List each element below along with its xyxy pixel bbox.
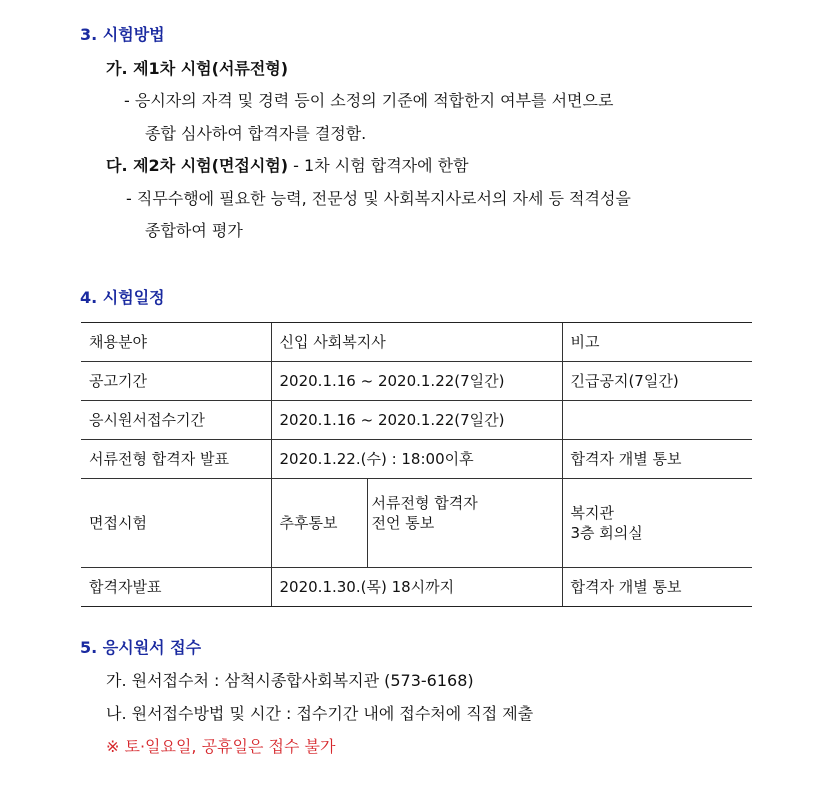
final-label: 합격자발표 [81,568,271,607]
interview-target [367,479,562,568]
interview-target-line2: 전언 통보 [371,514,435,532]
section5-notice: ※ 토·일요일, 공휴일은 접수 불가 [106,737,336,756]
interview-target-line1: 서류전형 합격자 [371,494,478,512]
header-field: 채용분야 [81,323,271,362]
section3-a-title: 가. 제1차 시험(서류전형) [106,59,289,78]
section3-b-title: 다. 제2차 시험(면접시험) [106,156,289,175]
section3-a-line1: - 응시자의 자격 및 경력 등이 소정의 기준에 적합한지 여부를 서면으로 [124,91,614,110]
interview-place-line1: 복지관 [570,504,614,522]
table-row-final [81,568,752,607]
row-period: 2020.1.22.(수) : 18:00이후 [271,440,562,479]
row-note: 긴급공지(7일간) [562,362,752,401]
section5-title: 5. 응시원서 접수 [80,638,202,657]
section3-a-line2: 종합 심사하여 합격자를 결정함. [145,124,367,143]
table-row [81,401,752,440]
final-period: 2020.1.30.(목) 18시까지 [271,568,562,607]
section5-line2: 나. 원서접수방법 및 시간 : 접수기간 내에 접수처에 직접 제출 [106,704,534,723]
header-position: 신입 사회복지사 [271,323,562,362]
row-note [562,401,752,440]
final-note: 합격자 개별 통보 [562,568,752,607]
section3-b-title-row [106,156,469,176]
interview-label: 면접시험 [81,479,271,568]
row-note: 합격자 개별 통보 [562,440,752,479]
row-period: 2020.1.16 ~ 2020.1.22(7일간) [271,362,562,401]
table-header-row [81,323,752,362]
section4-title: 4. 시험일정 [80,288,165,307]
section3-b-line1: - 직무수행에 필요한 능력, 전문성 및 사회복지사로서의 자세 등 적격성을 [126,189,631,208]
table-row-interview [81,479,752,568]
interview-date: 추후통보 [271,479,367,568]
table-row [81,362,752,401]
row-label: 서류전형 합격자 발표 [81,440,271,479]
row-label: 응시원서접수기간 [81,401,271,440]
table-row [81,440,752,479]
section3-title: 3. 시험방법 [80,25,165,44]
row-period: 2020.1.16 ~ 2020.1.22(7일간) [271,401,562,440]
row-label: 공고기간 [81,362,271,401]
interview-place [562,479,752,568]
header-note: 비고 [562,323,752,362]
schedule-table [81,322,752,607]
section3-b-line2: 종합하여 평가 [145,221,243,240]
interview-place-line2: 3층 회의실 [570,524,643,542]
section3-b-note: - 1차 시험 합격자에 한함 [288,156,469,175]
section5-line1: 가. 원서접수처 : 삼척시종합사회복지관 (573-6168) [106,671,474,690]
